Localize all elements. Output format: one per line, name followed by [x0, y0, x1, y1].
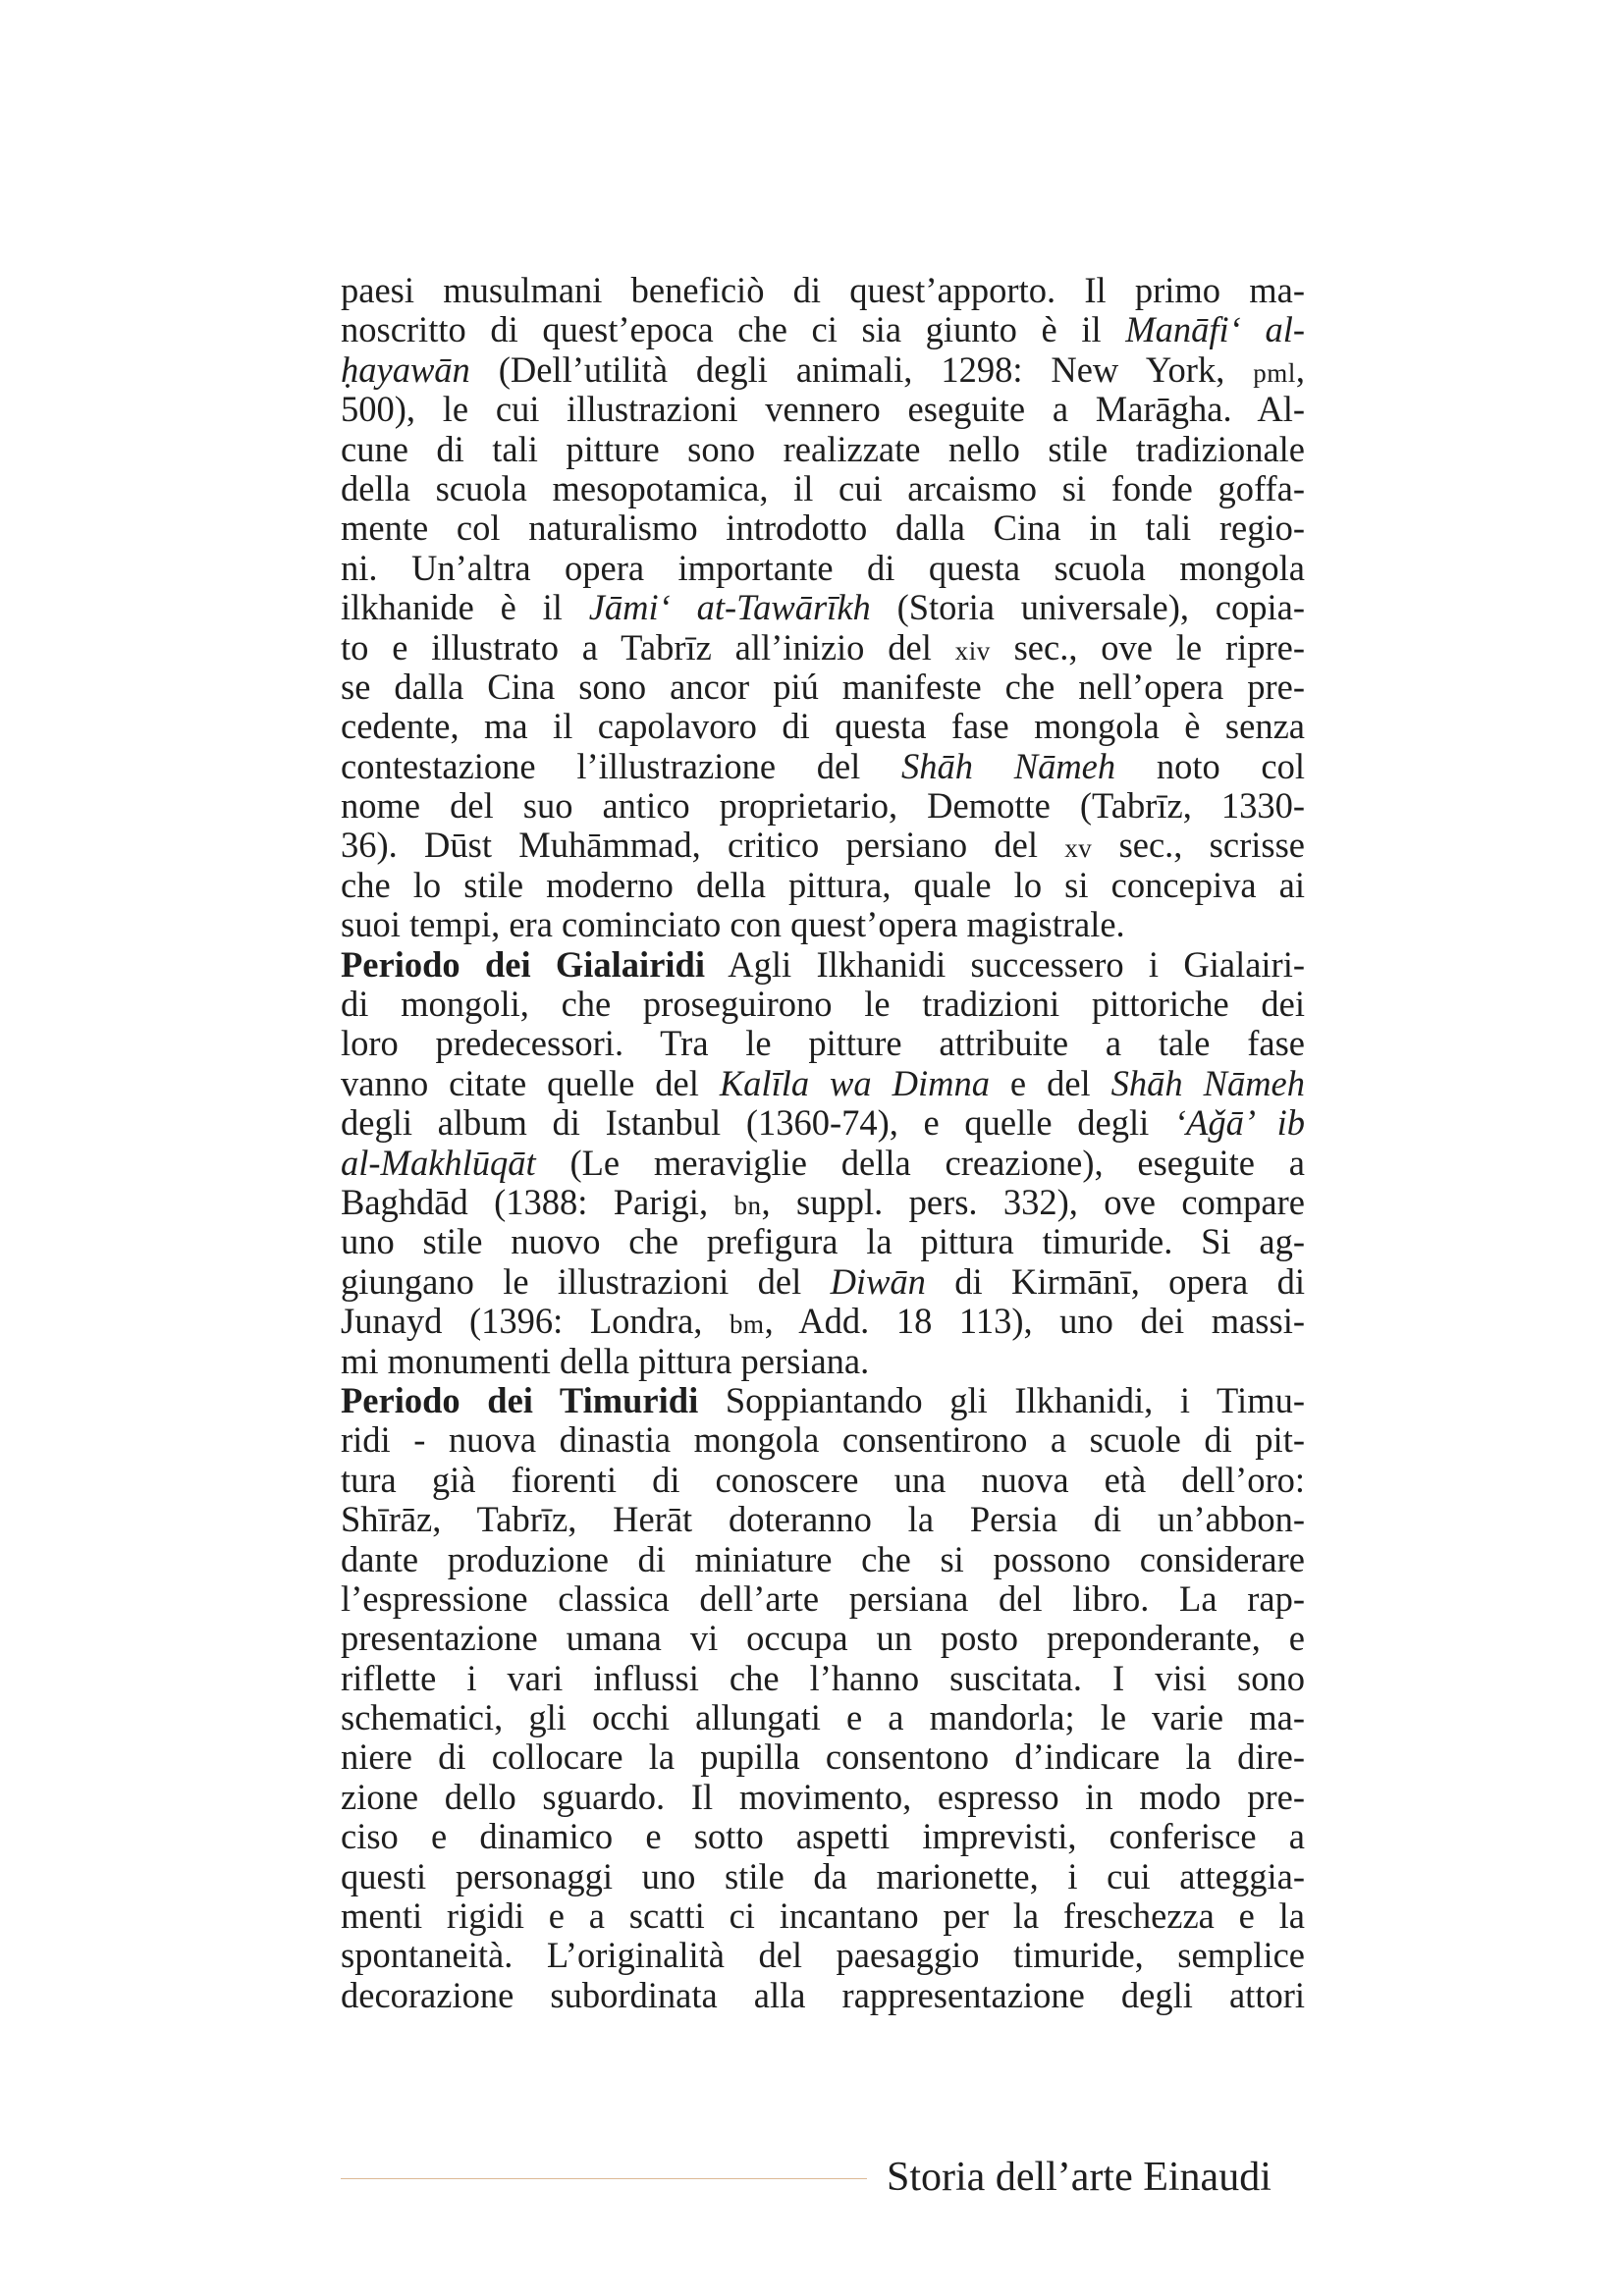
section-heading: Periodo dei Gialairidi — [341, 944, 705, 985]
text-column — [341, 271, 1305, 2015]
text-line: riflette i vari influssi che l’hanno suscitata. I visi sono — [341, 1658, 1305, 1698]
text-line: cedente, ma il capolavoro di questa fase mongola è senza — [341, 707, 1305, 747]
text-line: zione dello sguardo. Il movimento, espresso in modo pre- — [341, 1777, 1305, 1817]
work-title: Jāmi‘ at-Tawārīkh — [588, 588, 871, 628]
text-line: tura già fiorenti di conoscere una nuova età dell’oro: — [341, 1460, 1305, 1500]
text-line: schematici, gli occhi allungati e a mandorla; le varie ma- — [341, 1698, 1305, 1738]
text-line: ni. Un’altra opera importante di questa scuola mongola — [341, 548, 1305, 588]
text-line: di mongoli, che proseguirono le tradizioni pittoriche dei — [341, 985, 1305, 1025]
text-line: vanno citate quelle del Kalīla wa Dimna e del Shāh Nāmeh — [341, 1063, 1305, 1103]
work-title: Shāh Nāmeh — [1110, 1063, 1305, 1103]
work-title: Manāfi‘ al- — [1125, 310, 1305, 350]
text-line: presentazione umana vi occupa un posto preponderante, e — [341, 1619, 1305, 1659]
text-line: 36). Dūst Muhāmmad, critico persiano del xv sec., scrisse — [341, 826, 1305, 866]
text-line: giungano le illustrazioni del Diwān di Kirmānī, opera di — [341, 1261, 1305, 1302]
text-line: degli album di Istanbul (1360-74), e quelle degli ‘Aǧā’ ib — [341, 1103, 1305, 1144]
section-heading: Periodo dei Timuridi — [341, 1380, 699, 1420]
work-title: al-Makhlūqāt — [341, 1143, 536, 1183]
text-line: mi monumenti della pittura persiana. — [341, 1341, 870, 1381]
text-line: suoi tempi, era cominciato con quest’opera magistrale. — [341, 905, 1125, 945]
text-line: mente col naturalismo introdotto dalla Cina in tali regio- — [341, 508, 1305, 549]
text-line: che lo stile moderno della pittura, quale lo si concepiva ai — [341, 865, 1305, 905]
text-line: ḥayawān (Dell’utilità degli animali, 1298: New York, pml, — [341, 349, 1305, 390]
text-line: Periodo dei Gialairidi Agli Ilkhanidi successero i Gialairi- — [341, 944, 1305, 985]
text-line: dante produzione di miniature che si possono considerare — [341, 1539, 1305, 1579]
text-line: ridi - nuova dinastia mongola consentirono a scuole di pit- — [341, 1420, 1305, 1461]
footer-divider — [341, 2178, 867, 2179]
abbreviation: pml — [1253, 357, 1296, 388]
text-line: ilkhanide è il Jāmi‘ at-Tawārīkh (Storia universale), copia- — [341, 588, 1305, 628]
abbreviation: bm — [729, 1309, 765, 1340]
text-line: questi personaggi uno stile da marionette, i cui atteggia- — [341, 1856, 1305, 1896]
text-line: Junayd (1396: Londra, bm, Add. 18 113), uno dei massi- — [341, 1302, 1305, 1342]
text-line: uno stile nuovo che prefigura la pittura timuride. Si ag- — [341, 1222, 1305, 1262]
text-line: noscritto di quest’epoca che ci sia giunto è il Manāfi‘ al- — [341, 310, 1305, 350]
text-line: se dalla Cina sono ancor piú manifeste che nell’opera pre- — [341, 667, 1305, 707]
century-numeral: xiv — [954, 635, 991, 666]
text-line: menti rigidi e a scatti ci incantano per la freschezza e la — [341, 1896, 1305, 1937]
work-title: ḥayawān — [341, 349, 470, 390]
text-line: Periodo dei Timuridi Soppiantando gli Ilkhanidi, i Timu- — [341, 1380, 1305, 1420]
text-line: Baghdād (1388: Parigi, bn, suppl. pers. 332), ove compare — [341, 1182, 1305, 1222]
text-line: nome del suo antico proprietario, Demotte (Tabrīz, 1330- — [341, 786, 1305, 827]
work-title: Diwān — [830, 1261, 926, 1302]
text-line: contestazione l’illustrazione del Shāh Nāmeh noto col — [341, 746, 1305, 786]
text-line: to e illustrato a Tabrīz all’inizio del xiv sec., ove le ripre- — [341, 627, 1305, 667]
abbreviation: bn — [733, 1190, 762, 1220]
text-line: cune di tali pitture sono realizzate nello stile tradizionale — [341, 429, 1305, 469]
text-line: paesi musulmani beneficiò di quest’apporto. Il primo ma- — [341, 271, 1305, 310]
work-title: Shāh Nāmeh — [901, 746, 1116, 786]
text-line: loro predecessori. Tra le pitture attribuite a tale fase — [341, 1024, 1305, 1064]
work-title: Kalīla wa Dimna — [719, 1063, 990, 1103]
text-line: ciso e dinamico e sotto aspetti imprevisti, conferisce a — [341, 1817, 1305, 1857]
text-line: Shīrāz, Tabrīz, Herāt doteranno la Persia di un’abbon- — [341, 1500, 1305, 1540]
work-title: ‘Aǧā’ ib — [1173, 1103, 1305, 1144]
century-numeral: xv — [1064, 833, 1093, 864]
text-line: niere di collocare la pupilla consentono d’indicare la dire- — [341, 1737, 1305, 1778]
text-line: 500), le cui illustrazioni vennero eseguite a Marāgha. Al- — [341, 390, 1305, 430]
text-line: l’espressione classica dell’arte persiana del libro. La rap- — [341, 1578, 1305, 1619]
text-line: al-Makhlūqāt (Le meraviglie della creazione), eseguite a — [341, 1143, 1305, 1183]
text-line: della scuola mesopotamica, il cui arcaismo si fonde goffa- — [341, 468, 1305, 508]
footer-publication-title: Storia dell’arte Einaudi — [887, 2155, 1271, 2200]
text-line: spontaneità. L’originalità del paesaggio timuride, semplice — [341, 1936, 1305, 1976]
text-line: decorazione subordinata alla rappresentazione degli attori — [341, 1975, 1305, 2015]
